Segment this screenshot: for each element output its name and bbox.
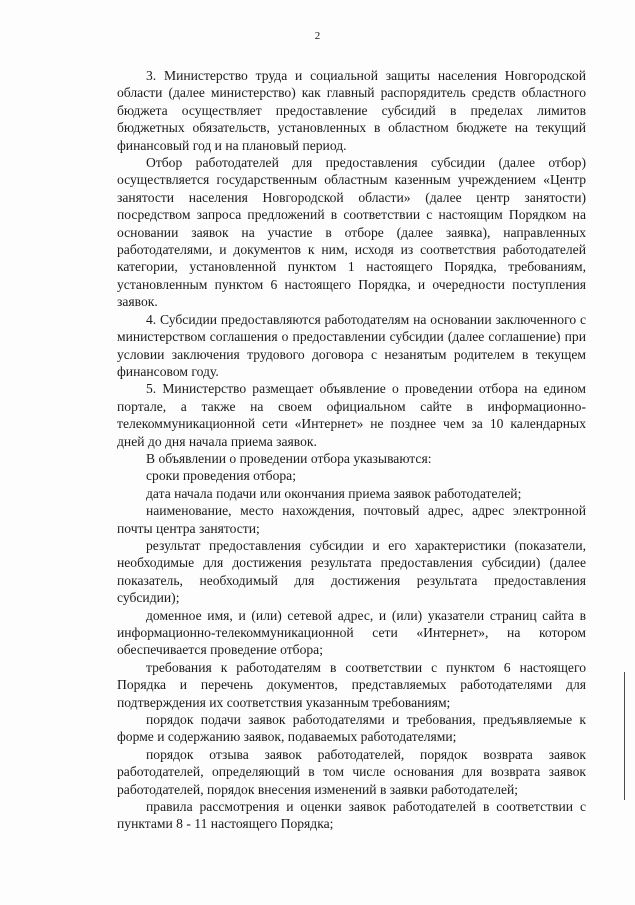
paragraph: В объявлении о проведении отбора указываются: [146,450,432,466]
paragraph: 5. Министерство размещает объявление о проведении отбора на едином портале, а также на своем официальном сайте в информационно-телекоммуникационной сети «Интернет» не позднее чем за 10 календарных дней до дня начала приема заявок. [117,381,586,449]
paragraph: правила рассмотрения и оценки заявок работодателей в соответствии с пунктами 8 - 11 настоящего Порядка; [117,799,586,832]
scan-edge-line [624,672,625,800]
paragraph: 4. Субсидии предоставляются работодателям на основании заключенного с министерством соглашения о предоставлении субсидии (далее соглашение) при условии заключения трудового договора с незанятым родителем в текущем финансовом году. [117,311,586,379]
paragraph: сроки проведения отбора; [146,468,296,484]
paragraph: 3. Министерство труда и социальной защиты населения Новгородской области (далее министерство) как главный распорядитель средств областного бюджета осуществляет предоставление субсидий в пределах лимитов бюджетных обязательств, установленных в областном бюджете на текущий финансовый год и на плановый период. [117,68,586,153]
paragraph: результат предоставления субсидии и его характеристики (показатели, необходимые для достижения результата предоставления субсидии) (далее показатель, необходимый для достижения результата предоставления субсидии); [117,537,586,606]
paragraph: дата начала подачи или окончания приема заявок работодателей; [146,485,522,501]
document-body [117,67,586,833]
paragraph: доменное имя, и (или) сетевой адрес, и (или) указатели страниц сайта в информационно-телекоммуникационной сети «Интернет», на котором обеспечивается проведение отбора; [117,607,586,658]
paragraph: наименование, место нахождения, почтовый адрес, адрес электронной почты центра занятости; [117,503,586,536]
paragraph: Отбор работодателей для предоставления субсидии (далее отбор) осуществляется государственным областным казенным учреждением «Центр занятости населения Новгородской области» (далее центр занятости) посредством запроса предложений в соответствии с настоящим Порядком на основании заявок на участие в отборе (далее заявка), направленных работодателями, и документов к ним, исходя из соответствия работодателей категории, установленной пунктом 1 настоящего Порядка, требованиям, установленным пунктом 6 настоящего Порядка, и очередности поступления заявок. [117,155,586,310]
paragraph: порядок отзыва заявок работодателей, порядок возврата заявок работодателей, определяющий в том числе основания для возврата заявок работодателей, порядок внесения изменений в заявки работодателей; [117,746,586,797]
paragraph: требования к работодателям в соответствии с пунктом 6 настоящего Порядка и перечень документов, представляемых работодателями для подтверждения их соответствия указанным требованиям; [117,659,586,710]
paragraph: порядок подачи заявок работодателями и требования, предъявляемые к форме и содержанию заявок, подаваемых работодателями; [117,712,586,745]
page-number: 2 [314,30,321,42]
